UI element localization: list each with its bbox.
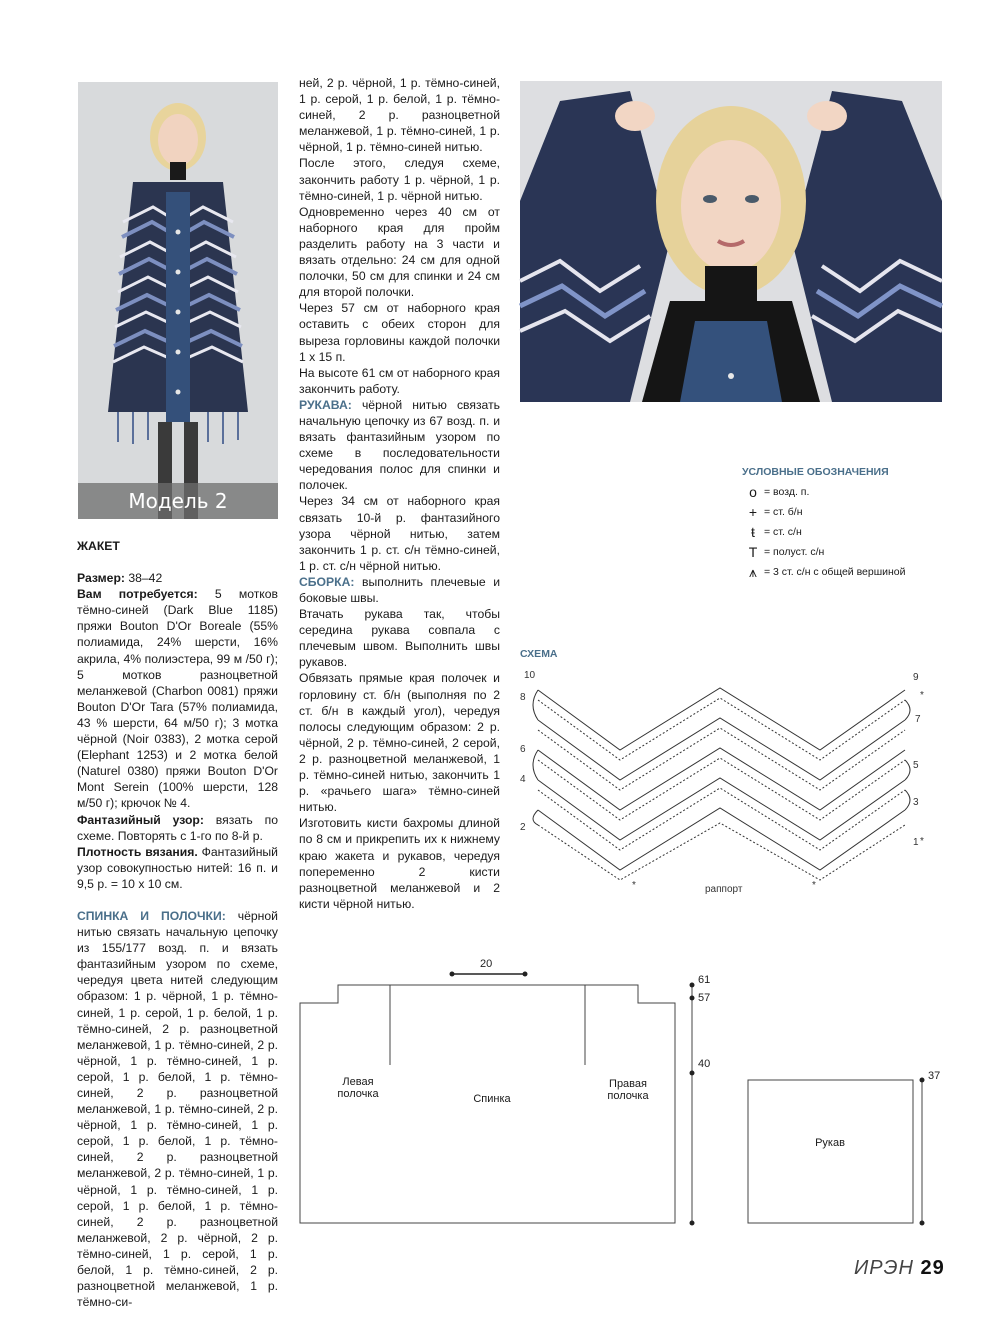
legend-label: = возд. п. [764, 486, 810, 498]
star-marker: * [920, 690, 924, 701]
legend-item [742, 502, 962, 522]
legend [742, 466, 962, 582]
sleeve-height-label: 37 [928, 1070, 941, 1082]
row-label-left: 2 [520, 822, 526, 833]
sleeve-label: Рукав [815, 1137, 845, 1149]
crochet-chart [520, 660, 940, 900]
single-crochet-icon: + [748, 504, 758, 520]
size-line [77, 570, 278, 586]
row-label-right: 5 [913, 760, 919, 771]
width-label: 20 [480, 958, 493, 970]
density-label: Плотность вязания. [77, 844, 198, 859]
row-label-left: 4 [520, 774, 526, 785]
schema-title: СХЕМА [520, 648, 558, 660]
density-paragraph [77, 844, 278, 892]
col2-para-2: После этого, следуя схеме, закончить работу 1 р. чёрной, 1 р. тёмно-синей, 1 р. чёрной нитью. [299, 156, 500, 203]
height-label-40: 40 [698, 1058, 711, 1070]
pattern-label: Фантазийный узор: [77, 812, 204, 827]
cluster-stitch-icon: ⩚ [749, 563, 757, 580]
text-column-2 [299, 75, 500, 912]
back-paragraph [77, 908, 278, 1310]
page-number: 29 [920, 1257, 945, 1279]
half-double-crochet-icon: T [748, 544, 758, 560]
text-column-1 [77, 538, 278, 1310]
col2-para-1: ней, 2 р. чёрной, 1 р. тёмно-синей, 1 р. серой, 1 р. белой, 1 р. тёмно-синей, 2 р. разноцветной меланжевой, 1 р. тёмно-синей, 1 р. чёрной, 1 р. тёмно-синей нитью. [299, 76, 500, 155]
legend-label: = ст. с/н [764, 526, 802, 538]
col2-para-4: Через 57 см от наборного края оставить с обеих сторон для выреза горловины каждой полочки 1 х 15 п. [299, 301, 500, 364]
star-marker: * [920, 836, 924, 847]
legend-item [742, 562, 962, 582]
legend-label: = ст. б/н [764, 506, 803, 518]
sleeve-text: чёрной нитью связать начальную цепочку из 67 возд. п. и вязать фантазийным узором по схеме в последовательности чередования полос для спинки и полочек. [299, 397, 500, 493]
assembly-label: СБОРКА: [299, 574, 355, 589]
double-crochet-icon: ŧ [751, 524, 755, 540]
col2-para-11: Изготовить кисти бахромы длиной по 8 см и прикрепить их к нижнему краю жакета и рукавов, чередуя попеременно 2 кисти разноцветной меланжевой и 2 кисти чёрной нитью. [299, 816, 500, 911]
sleeve-label: РУКАВА: [299, 397, 352, 412]
assembly-paragraph [299, 574, 500, 606]
pattern-text: вязать по схеме. Повторять с 1-го по 8-й р. [77, 812, 279, 843]
legend-item [742, 522, 962, 542]
size-value: 38–42 [128, 571, 163, 586]
legend-label: = 3 ст. с/н с общей вершиной [764, 566, 906, 578]
col2-para-9: Втачать рукава так, чтобы середина рукава совпала с плечевым швом. Выполнить швы рукавов. [299, 607, 500, 670]
assembly-text: выполнить плечевые и боковые швы. [299, 574, 501, 605]
row-label-left: 8 [520, 692, 526, 703]
col2-para-7: Через 34 см от наборного края связать 10-й р. фантазийного узора чёрной нитью, затем закончить 1 р. ст. с/н тёмно-синей, 1 р. ст. с/н чёрной нитью. [299, 494, 500, 573]
back-label: СПИНКА И ПОЛОЧКИ: [77, 908, 226, 923]
materials-label: Вам потребуется: [77, 587, 198, 602]
row-label-left: 6 [520, 744, 526, 755]
height-label-57: 57 [698, 992, 711, 1004]
back-text: чёрной нитью связать начальную цепочку из 155/177 возд. п. и вязать фантазийным узором по схеме, чередуя цвета нитей следующим образом: 1 р. чёрной, 1 р. тёмно-синей, 1 р. серой, 1 р. белой, 1 р. тёмно-синей, 2 р. разноцветной меланжевой, 1 р. тёмно-синей, 2 р. чёрной, 1 р. тёмно-синей, 1 р. серой, 1 р. белой, 1 р. тёмно-синей, 2 р. разноцветной меланжевой, 1 р. тёмно-синей, 2 р. чёрной, 1 р. тёмно-синей, 1 р. серой, 1 р. белой, 1 р. тёмно-синей, 2 р. разноцветной меланжевой, 2 р. тёмно-синей, 1 р. чёрной, 1 р. тёмно-синей, 1 р. серой, 1 р. белой, 1 р. тёмно-синей, 2 р. разноцветной меланжевой, 2 р. чёрной, 2 р. тёмно-синей, 1 р. серой, 1 р. белой, 1 р. тёмно-синей, 2 р. разноцветной меланжевой, 1 р. тёмно-си- [77, 908, 278, 1310]
article-title: ЖАКЕТ [77, 539, 120, 553]
chain-stitch-icon: o [749, 484, 757, 500]
row-label-left: 10 [524, 670, 536, 681]
size-label: Размер: [77, 571, 125, 586]
col2-para-5: На высоте 61 см от наборного края закончить работу. [299, 365, 500, 396]
col2-para-3: Одновременно через 40 см от наборного края для пройм разделить работу на 3 части и вязать отдельно: 24 см для одной полочки, 50 см для спинки и 24 см для второй полочки. [299, 204, 500, 300]
sleeve-paragraph [299, 397, 500, 494]
left-front-label: Левая полочка [337, 1076, 379, 1100]
magazine-name: ИРЭН [854, 1257, 914, 1279]
col2-para-10: Обвязать прямые края полочек и горловину ст. б/н (выполняя по 2 ст. б/н в каждый угол), чередуя полосы следующим образом: 2 р. чёрной, 2 р. тёмно-синей, 2 серой, 2 р. разноцветной меланжевой, 1 р. тёмно-синей нитью, закончить 1 р. «рачьего шага» тёмно-синей нитью. [299, 671, 500, 815]
legend-item [742, 542, 962, 562]
repeat-label: раппорт [705, 884, 743, 895]
row-label-right: 9 [913, 672, 919, 683]
materials-text: 5 мотков тёмно-синей (Dark Blue 1185) пряжи Bouton D'Or Boreale (55% полиамида, 24% шерсти, 16% акрила, 4% полиэстера, 99 м /50 г); 5 мотков разноцветной меланжевой (Charbon 0081) пряжи Bouton D'Or Tara (57% полиамида, 43 % шерсти, 64 м/50 г); 3 мотка чёрной (Noir 0383), 2 мотка серой (Elephant 1253) и 2 мотка белой (Naturel 0380) пряжи Bouton D'Or Mont Serein (100% шерсти, 128 м/50 г); крючок № 4. [77, 587, 279, 811]
row-label-right: 7 [915, 714, 921, 725]
height-label-61: 61 [698, 974, 711, 986]
row-label-right: 1 [913, 837, 919, 848]
model-label-bar: Модель 2 [78, 483, 278, 519]
back-piece-label: Спинка [473, 1093, 511, 1105]
legend-title: УСЛОВНЫЕ ОБОЗНАЧЕНИЯ [742, 466, 889, 478]
legend-label: = полуст. с/н [764, 546, 825, 558]
materials-paragraph [77, 586, 278, 811]
star-marker: * [632, 880, 636, 891]
density-text: Фантазийный узор совокупностью нитей: 16 п. и 9,5 р. = 10 х 10 см. [77, 844, 278, 891]
star-marker: * [812, 880, 816, 891]
pattern-paragraph [77, 812, 278, 844]
footer [854, 1257, 945, 1280]
row-label-right: 3 [913, 797, 919, 808]
model-photo-closeup [520, 81, 942, 402]
legend-item [742, 482, 962, 502]
right-front-label: Правая полочка [607, 1078, 649, 1102]
model-photo-full [78, 82, 278, 519]
model-illustration [78, 82, 278, 519]
closeup-illustration [520, 81, 942, 402]
